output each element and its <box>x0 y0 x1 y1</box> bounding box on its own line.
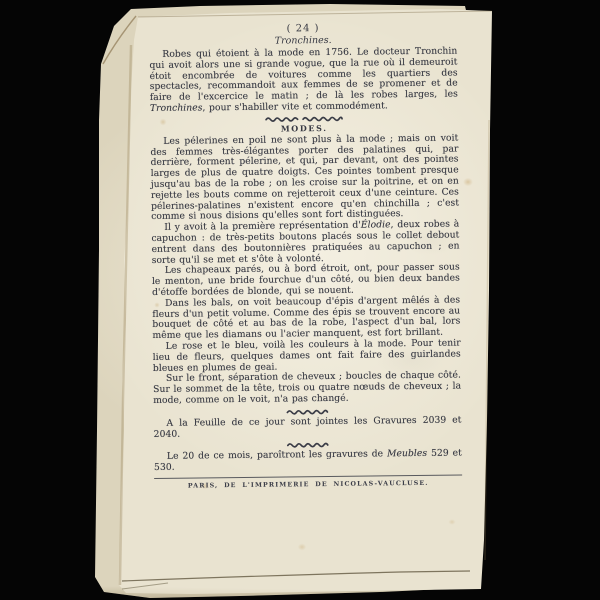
paragraph-tronchines-text: Robes qui étoient à la mode en 1756. Le docteur Tronchin qui avoit alors une si grande vogue, que la rue où il demeuroit étoit encombrée de voitures comme les quartiers des spectacles, recommandoit aux femmes de se promener et de faire de l'excercice le matin ; de là les robes larges, les <box>149 45 458 104</box>
page-number: ( 24 ) <box>286 23 320 35</box>
paragraph-tronchines-end: , pour s'habiller vite et commodément. <box>202 100 388 114</box>
article-title: Tronchines. <box>274 34 332 47</box>
paragraph-elodie-text: Il y avoit à la première représentation d' <box>164 219 361 233</box>
paragraph-meubles-text: Le 20 de ce mois, paroîtront les gravures de <box>166 448 388 463</box>
paragraph-tronchines-italic: Tronchines <box>149 102 203 114</box>
paragraph-tronchines <box>149 47 458 115</box>
paragraph-couleurs: Le rose et le bleu, voilà les couleurs à la mode. Pour tenir lieu de fleurs, quelques dames ont fait faire des guirlandes bleues en plumes de geai. <box>152 337 461 374</box>
imprint-rule <box>154 474 462 478</box>
modes-heading: MODES. <box>280 122 328 134</box>
paragraph-pelerines: Les pélerines en poil ne sont plus à la mode ; mais on voit des femmes très-élégantes porter des palatines qui, par derrière, forment pélerine, et qui, par devant, ont des pointes larges de plus de quatre doigts. Ces pointes tombent presque jusqu'au bas de la robe ; on les croise sur la poitrine, et on en rejette les bouts comme on rejetteroit ceux d'une ceinture. Ces pélerines-palatines n'existent encore qu'en chinchilla ; c'est comme si nous disions qu'elles sont fort distinguées. <box>150 132 460 223</box>
paragraph-elodie-end: , deux robes à capuchon : de très-petits boutons placés sous le collet debout entrent dans des boutonnières pratiquées au capuchon ; en sorte qu'il se met et s'ôte à volonté. <box>151 218 460 266</box>
printer-imprint: PARIS, DE L'IMPRIMERIE DE NICOLAS-VAUCLUSE. <box>187 479 429 490</box>
paragraph-bals: Dans les bals, on voit beaucoup d'épis d'argent mêlés à des fleurs d'un petit volume. Comme des épis se trouvent encore au bouquet de côté et au bas de la robe, l'aspect d'un bal, lors même que les diamans ou l'acier manquent, est fort brillant. <box>152 294 461 342</box>
paragraph-chapeaux: Les chapeaux parés, ou à bord étroit, ont, pour passer sous le menton, une bride fourchue d'un côté, ou bien deux bandes d'étoffe bordées de blonde, qui se nouent. <box>151 261 460 298</box>
paragraph-meubles-italic: Meubles <box>386 448 428 460</box>
paragraph-gravures: A la Feuille de ce jour sont jointes les Gravures 2039 et 2040. <box>153 414 462 440</box>
paragraph-coiffure: Sur le front, séparation de cheveux ; boucles de chaque côté. Sur le sommet de la tête, trois ou quatre nœuds de cheveux ; la mode, comme on le voit, n'a pas changé. <box>153 369 462 406</box>
paragraph-elodie-italic: Élodie <box>360 219 391 231</box>
page-content <box>149 22 462 490</box>
paragraph-meubles-end: 529 et 530. <box>153 447 462 474</box>
paragraph-meubles <box>154 449 462 474</box>
wavy-line-icon <box>287 441 329 448</box>
wavy-line-icon <box>286 408 328 415</box>
wavy-line-icon <box>265 115 343 123</box>
paragraph-elodie <box>151 220 459 267</box>
